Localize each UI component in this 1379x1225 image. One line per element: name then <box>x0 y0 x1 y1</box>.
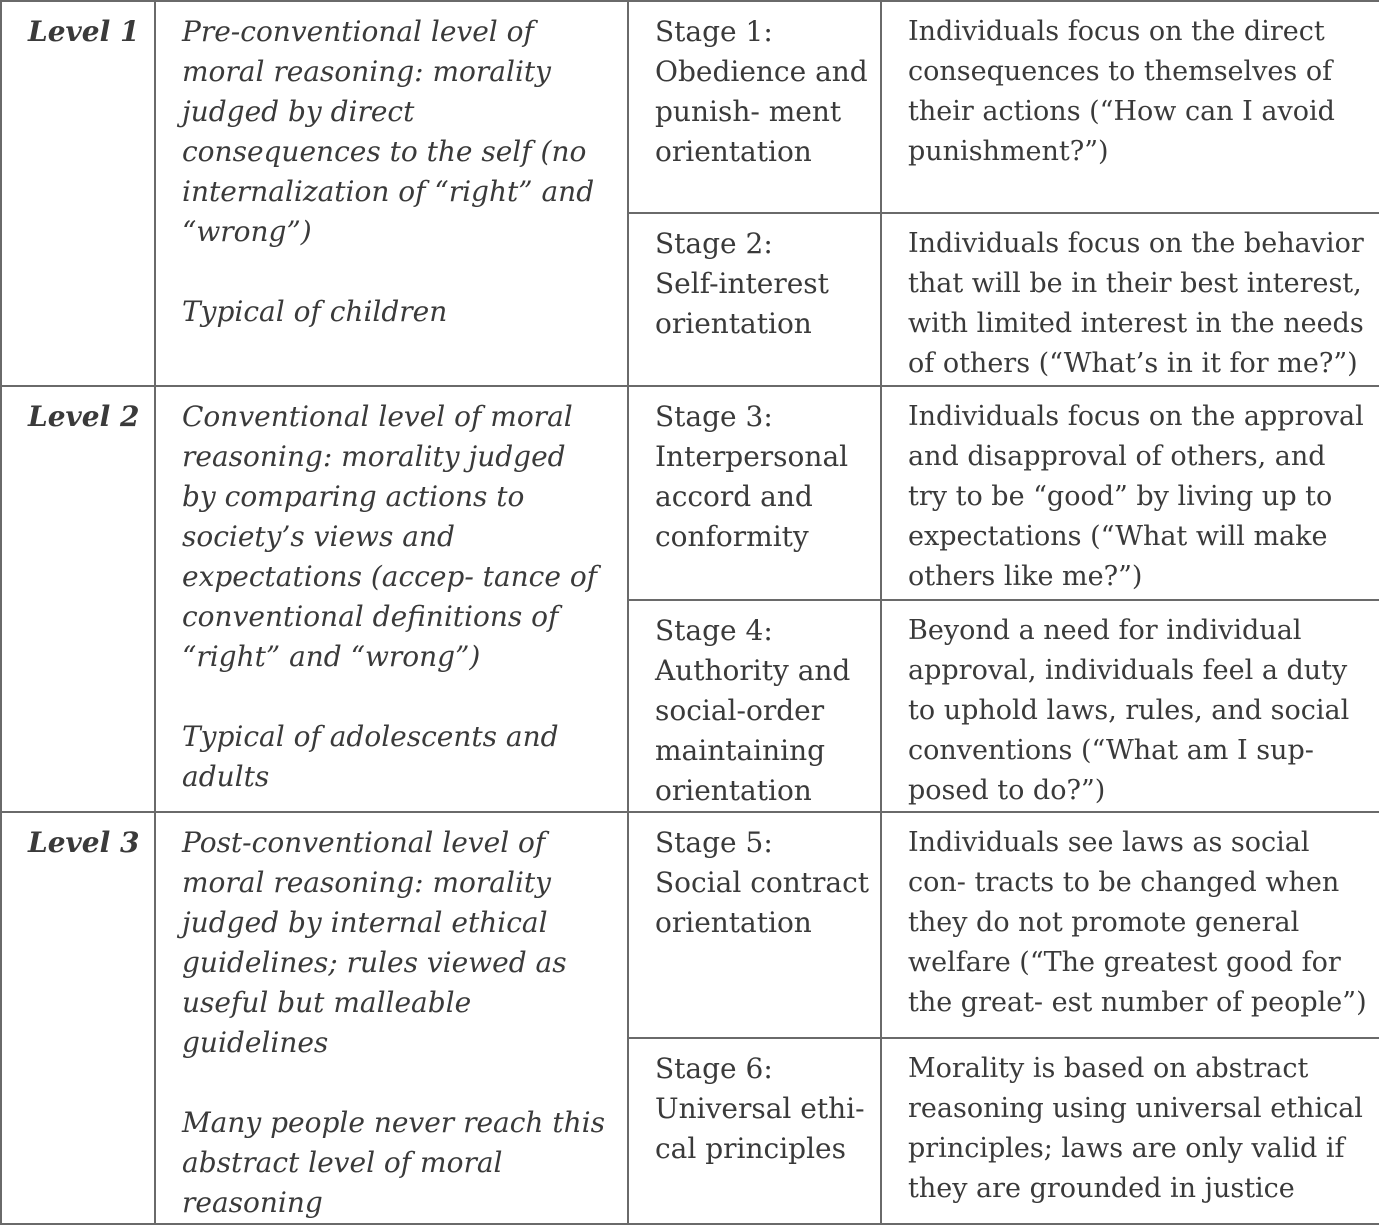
stage-name: Self-interest orientation <box>655 267 829 340</box>
stage-explanation: Morality is based on abstract reasoning using universal ethical principles; laws are only valid if they are grounded in justice <box>908 1052 1363 1204</box>
stage-number: Stage 4: <box>655 614 773 647</box>
stage-5-cell <box>628 812 881 1038</box>
stage-4-cell <box>628 600 881 812</box>
stage-number: Stage 5: <box>655 826 773 859</box>
stage-6-cell <box>628 1038 881 1224</box>
level-label: Level 2 <box>28 400 140 433</box>
level-label: Level 1 <box>28 15 140 48</box>
level-description: Conventional level of moral reasoning: morality judged by comparing actions to society’s views and expectations (accep- tance of conventional definitions of “right” and “wrong”) <box>182 400 598 673</box>
stage-number: Stage 2: <box>655 227 773 260</box>
table-row-level-3-stage-5 <box>1 812 1379 1038</box>
stage-1-cell <box>628 1 881 213</box>
stage-name: Universal ethi- cal principles <box>655 1091 865 1165</box>
level-typical: Typical of children <box>182 295 448 328</box>
stage-3-explanation-cell <box>881 386 1379 600</box>
stage-5-explanation-cell <box>881 812 1379 1038</box>
stage-explanation: Individuals focus on the direct consequences to themselves of their actions (“How can I avoid punishment?”) <box>908 16 1335 167</box>
level-2-description-cell <box>155 386 628 812</box>
level-3-description-cell <box>155 812 628 1224</box>
stage-6-explanation-cell <box>881 1038 1379 1224</box>
stage-3-cell <box>628 386 881 600</box>
level-3-label-cell <box>1 812 155 1224</box>
level-1-description-cell <box>155 1 628 386</box>
level-typical: Many people never reach this abstract level of moral reasoning <box>182 1106 605 1219</box>
stage-name: Authority and social-order maintaining orientation <box>655 654 851 807</box>
stage-explanation: Individuals see laws as social con- tracts to be changed when they do not promote general welfare (“The greatest good for the great- est number of people”) <box>908 827 1367 1018</box>
stage-1-explanation-cell <box>881 1 1379 213</box>
level-description: Post-conventional level of moral reasoning: morality judged by internal ethical guidelines; rules viewed as useful but malleable guidelines <box>182 826 567 1059</box>
stage-name: Social contract orientation <box>655 866 870 939</box>
stage-2-cell <box>628 213 881 386</box>
stage-number: Stage 6: <box>655 1051 773 1085</box>
level-description: Pre-conventional level of moral reasoning: morality judged by direct consequences to the self (no internalization of “right” and “wrong”) <box>182 15 595 248</box>
stage-explanation: Individuals focus on the behavior that will be in their best interest, with limited interest in the needs of others (“What’s in it for me?”) <box>908 228 1364 379</box>
level-2-label-cell <box>1 386 155 812</box>
table-row-level-2-stage-3 <box>1 386 1379 600</box>
level-1-label-cell <box>1 1 155 386</box>
stage-explanation: Individuals focus on the approval and disapproval of others, and try to be “good” by living up to expectations (“What will make others like me?”) <box>908 401 1364 592</box>
stage-name: Interpersonal accord and conformity <box>655 440 849 553</box>
level-typical: Typical of adolescents and adults <box>182 720 559 793</box>
stage-number: Stage 3: <box>655 400 773 433</box>
stage-explanation: Beyond a need for individual approval, individuals feel a duty to uphold laws, rules, and social conventions (“What am I sup- posed to do?”) <box>908 615 1350 806</box>
level-label: Level 3 <box>28 826 140 859</box>
stage-number: Stage 1: <box>655 15 773 48</box>
stage-name: Obedience and punish- ment orientation <box>655 55 868 168</box>
table-row-level-1-stage-1 <box>1 1 1379 213</box>
stage-2-explanation-cell <box>881 213 1379 386</box>
stage-4-explanation-cell <box>881 600 1379 812</box>
